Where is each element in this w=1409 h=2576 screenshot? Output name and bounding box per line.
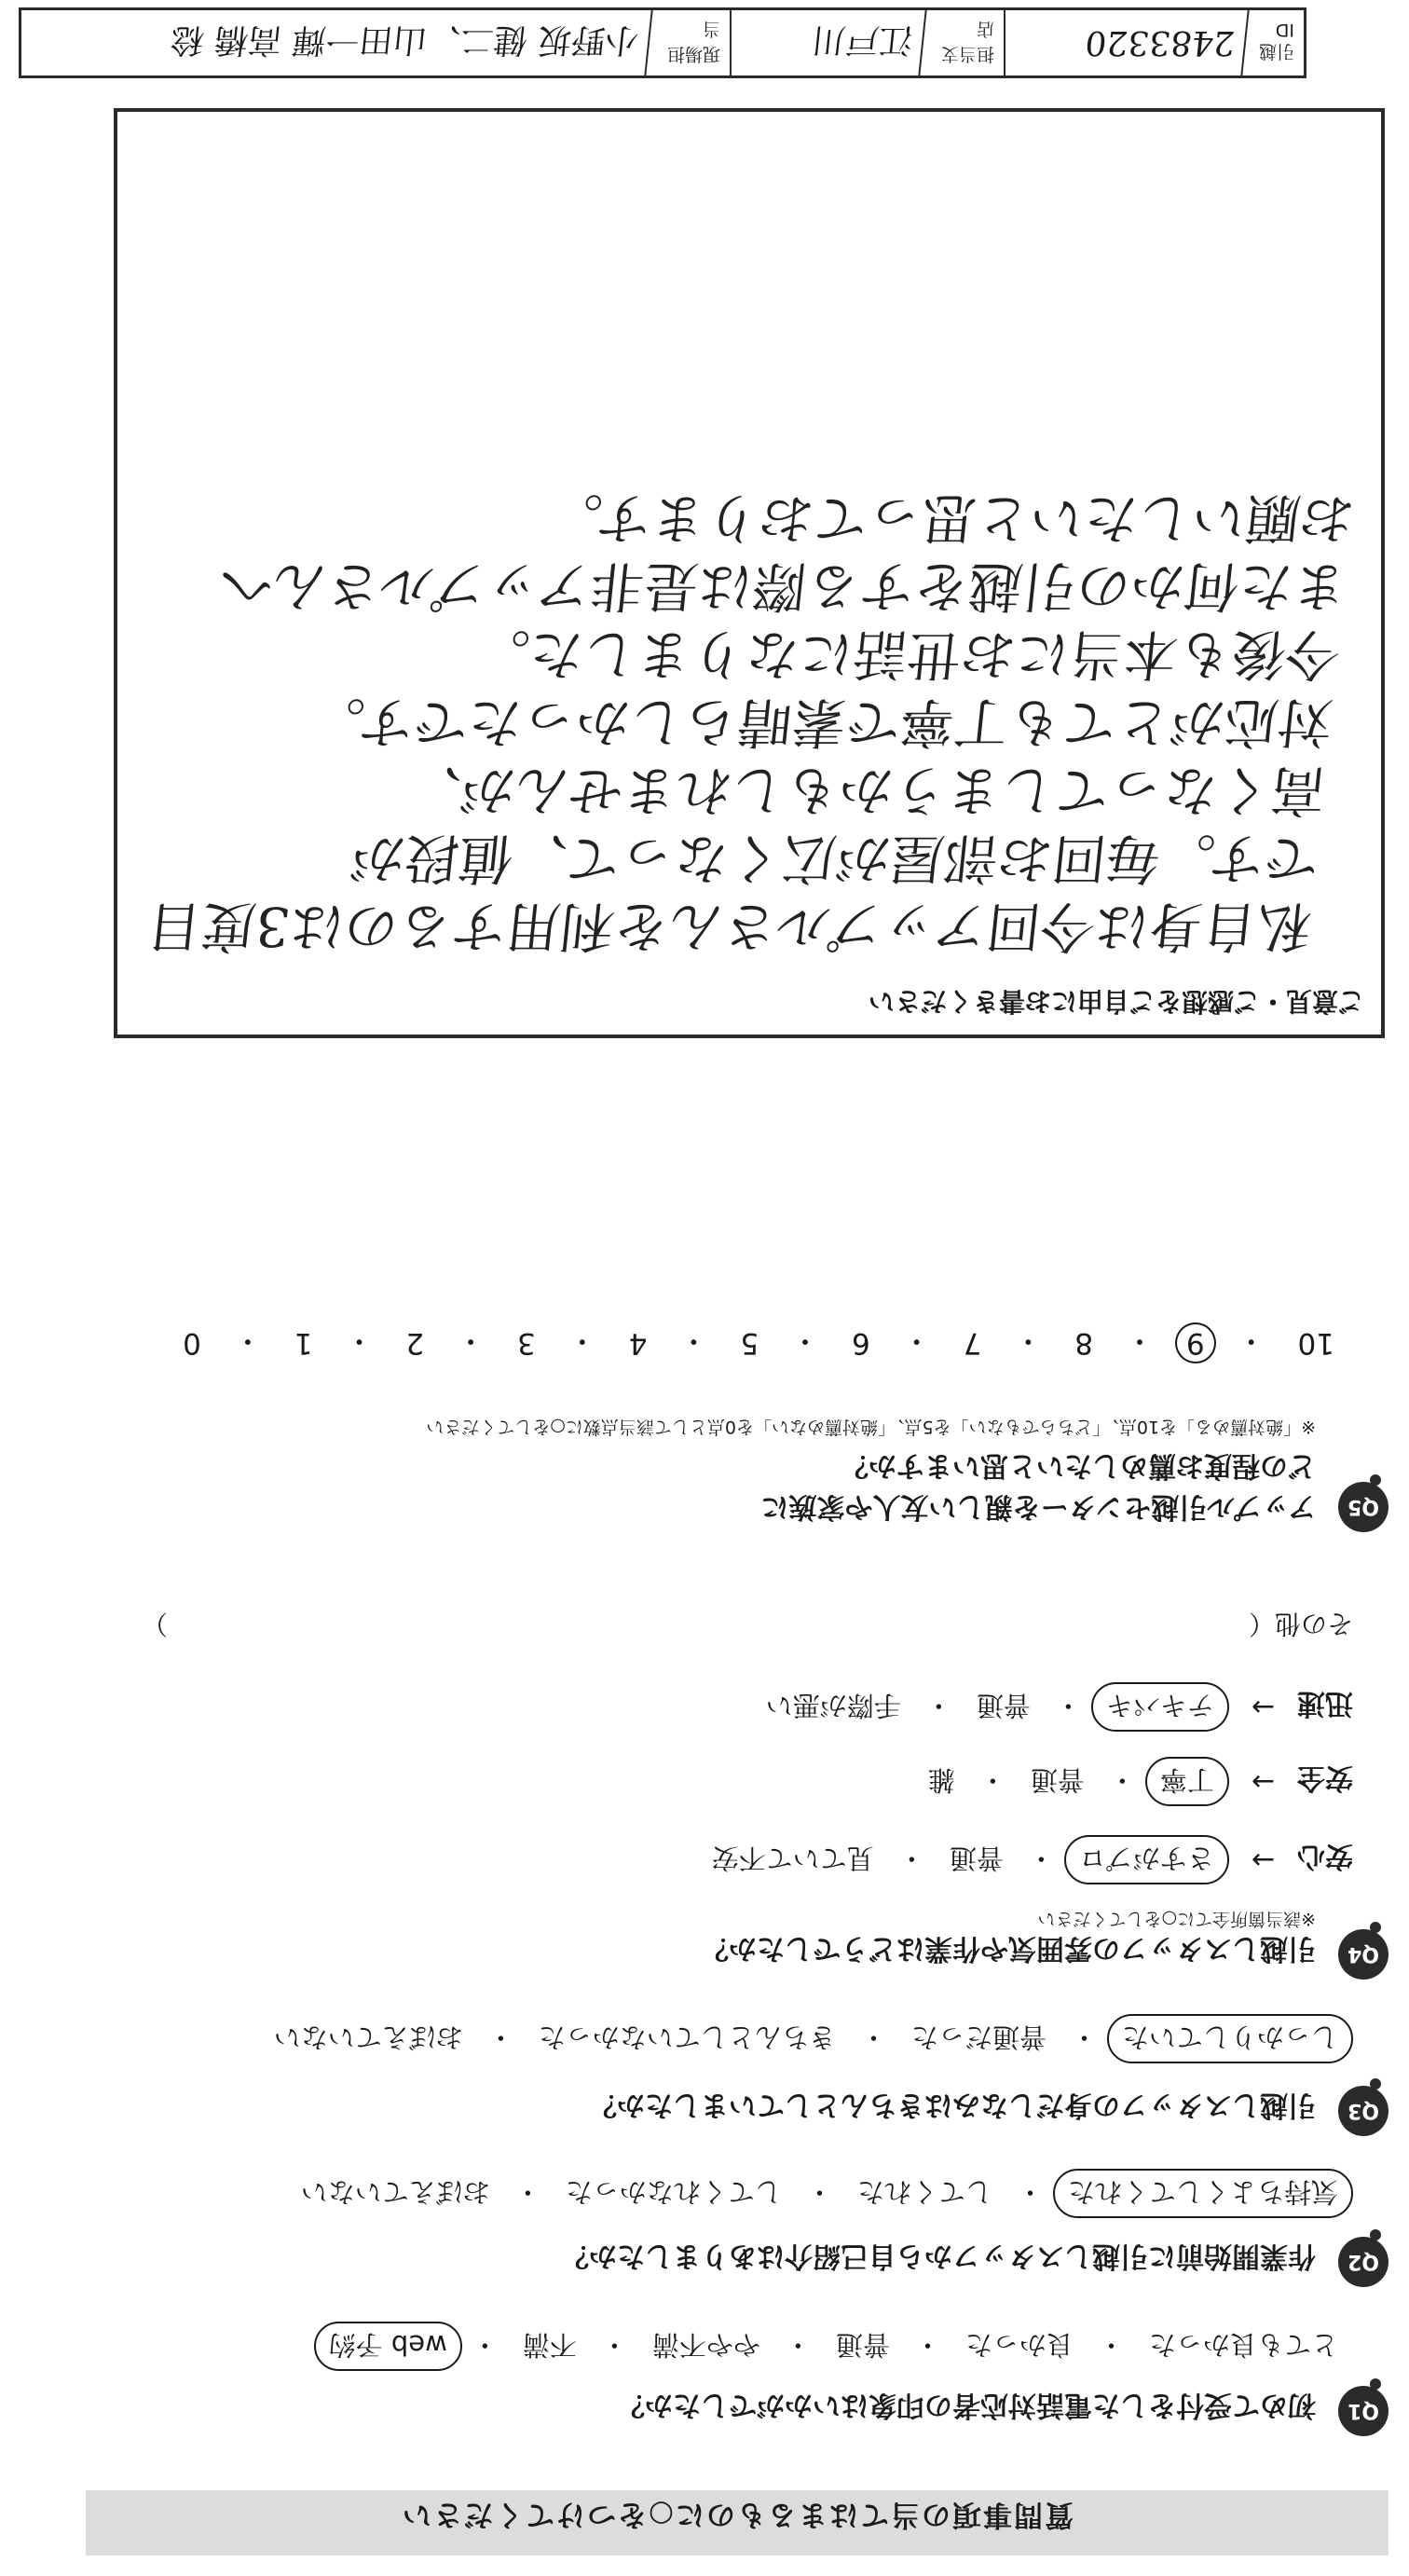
id-value: 2483320 <box>1002 10 1249 75</box>
q3-option: 普通だった <box>910 2021 1046 2053</box>
q3-question: 引越しスタッフの身だしなみはきちんとしていましたか？ <box>589 2089 1316 2121</box>
q3-badge: Q3 <box>1338 2086 1388 2136</box>
q1-options: とても良かった ・ 良かった ・ 普通 ・ やや不満 ・ 不満 ・ web 予約 <box>314 2322 1353 2371</box>
q4-option-circled: さすがプロ <box>1064 1835 1229 1884</box>
q2-options: 気持ちよくしてくれた ・ してくれた ・ してくれなかった ・ おぼえていない <box>286 2169 1353 2218</box>
q2-option: してくれなかった <box>565 2176 782 2208</box>
q3-option-circled: しっかりしていた <box>1107 2014 1353 2063</box>
q4-badge: Q4 <box>1338 1929 1388 1980</box>
q1-badge: Q1 <box>1338 2386 1388 2436</box>
q4-other <box>142 1607 1353 1644</box>
arrow-icon: → <box>1251 1765 1275 1798</box>
comment-line: 対応がとても丁寧で素晴らしかったです。 <box>306 691 1336 754</box>
q4-row-anshin: 安心 → さすがプロ ・ 普通 ・ 見ていて不安 <box>697 1835 1353 1884</box>
q3-options: しっかりしていた ・ 普通だった ・ きちんとしていなかった ・ おぼえていない <box>259 2014 1353 2063</box>
q4-note: ※該当箇所全てに○をしてください <box>1037 1909 1316 1929</box>
comment-box-title: ご意見・ご感想をご自由にお書きください <box>868 986 1364 1017</box>
q4-other-close: ） <box>142 1609 169 1639</box>
scale-number: 0 <box>183 1326 201 1361</box>
q4-option-circled: 丁寧 <box>1145 1757 1229 1806</box>
scale-number: 5 <box>740 1326 759 1361</box>
comment-line: 私自身は今回アップルさんを利用するのは3度目 <box>144 895 1315 958</box>
instruction-band <box>86 2490 1388 2555</box>
q1-option: 不満 <box>522 2329 577 2361</box>
crew-label: 現場担当 <box>650 10 732 75</box>
q4-option: 普通 <box>976 1690 1031 1721</box>
q5-scale: 10 ・ 9 ・ 8 ・ 7 ・ 6 ・ 5 ・ 4 ・ 3 ・ 2 ・ 1 ・ 0 <box>171 1322 1346 1364</box>
q2-option-circled: 気持ちよくしてくれた <box>1053 2169 1353 2218</box>
instruction-text: 質問事項の当てはまるものに○をつけてください <box>400 2498 1074 2531</box>
id-label: 引越ID <box>1258 20 1294 62</box>
q4-option: 普通 <box>1030 1764 1085 1796</box>
q4-row-label: 迅速 <box>1297 1687 1353 1720</box>
q1-option: 良かった <box>964 2329 1074 2361</box>
q2-question: 作業開始前に引越しスタッフから自己紹介はありましたか？ <box>561 2240 1316 2272</box>
scale-number: 2 <box>405 1326 425 1361</box>
q3-option: おぼえていない <box>273 2021 463 2053</box>
scale-number-circled: 9 <box>1175 1323 1216 1364</box>
q2-badge: Q2 <box>1338 2237 1388 2287</box>
staff-info-table <box>19 7 1306 78</box>
branch-label: 担当支店 <box>923 10 1005 75</box>
q4-question: 引越しスタッフの雰囲気や作業はどうでしたか？ <box>701 1932 1316 1965</box>
q2-option: してくれた <box>856 2176 992 2208</box>
q4-option: 雑 <box>927 1764 955 1796</box>
arrow-icon: → <box>1251 1691 1275 1723</box>
q4-row-label: 安全 <box>1297 1761 1353 1795</box>
scale-number: 6 <box>851 1326 870 1361</box>
scale-number: 3 <box>517 1326 536 1361</box>
scale-number: 10 <box>1297 1326 1334 1361</box>
q5-note: ※「絶対薦める」を10点、「どちらでもない」を5点、「絶対薦めない」を0点として該当点数に○をしてください <box>426 1417 1316 1437</box>
q1-option: やや不満 <box>651 2329 760 2361</box>
comment-line: また何かの引越をする際は是非アップルさんへ <box>215 555 1350 618</box>
q4-option-circled: テキパキ <box>1091 1682 1229 1732</box>
q5-question-line1: アップル引越センターを親しい友人や家族に <box>760 1490 1316 1523</box>
q3-option: きちんとしていなかった <box>538 2021 836 2053</box>
branch-value: 江戸川 <box>728 10 926 75</box>
handwritten-comment <box>105 484 1358 960</box>
q1-question: 初めて受付をした電話対応者の印象はいかがでしたか？ <box>617 2389 1316 2421</box>
q1-option-circled: web 予約 <box>314 2322 462 2371</box>
q4-option: 見ていて不安 <box>711 1843 874 1874</box>
q4-other-label: その他（ <box>1248 1609 1353 1639</box>
q4-row-jinsoku: 迅速 → テキパキ ・ 普通 ・ 手際が悪い <box>751 1682 1353 1732</box>
q2-option: おぼえていない <box>300 2176 490 2208</box>
q1-option: とても良かった <box>1148 2329 1338 2361</box>
q4-option: 普通 <box>949 1843 1004 1874</box>
q4-row-anzen: 安全 → 丁寧 ・ 普通 ・ 雑 <box>913 1757 1353 1806</box>
scale-number: 1 <box>294 1326 313 1361</box>
comment-line: 高くなってしまうかもしれませんが、 <box>403 759 1329 822</box>
q4-option: 手際が悪い <box>765 1690 901 1721</box>
scale-number: 4 <box>628 1326 648 1361</box>
comment-line: お願いしたいと思っております。 <box>544 486 1358 550</box>
comment-box <box>114 108 1385 1038</box>
comment-line: です。毎回お部屋が広くなって、値段が <box>347 827 1322 890</box>
comment-line: 今後も本当にお世話になりました。 <box>472 623 1344 686</box>
crew-value: 小野坂 健二、山田一輝 高橋 稔 <box>23 10 652 75</box>
q5-question-line2: どの程度お薦めしたいと思いますか？ <box>841 1449 1316 1482</box>
q1-option: 普通 <box>835 2329 890 2361</box>
scale-number: 8 <box>1074 1326 1093 1361</box>
scale-number: 7 <box>963 1326 982 1361</box>
arrow-icon: → <box>1251 1843 1275 1876</box>
q4-row-label: 安心 <box>1297 1840 1353 1873</box>
q5-badge: Q5 <box>1338 1482 1388 1532</box>
